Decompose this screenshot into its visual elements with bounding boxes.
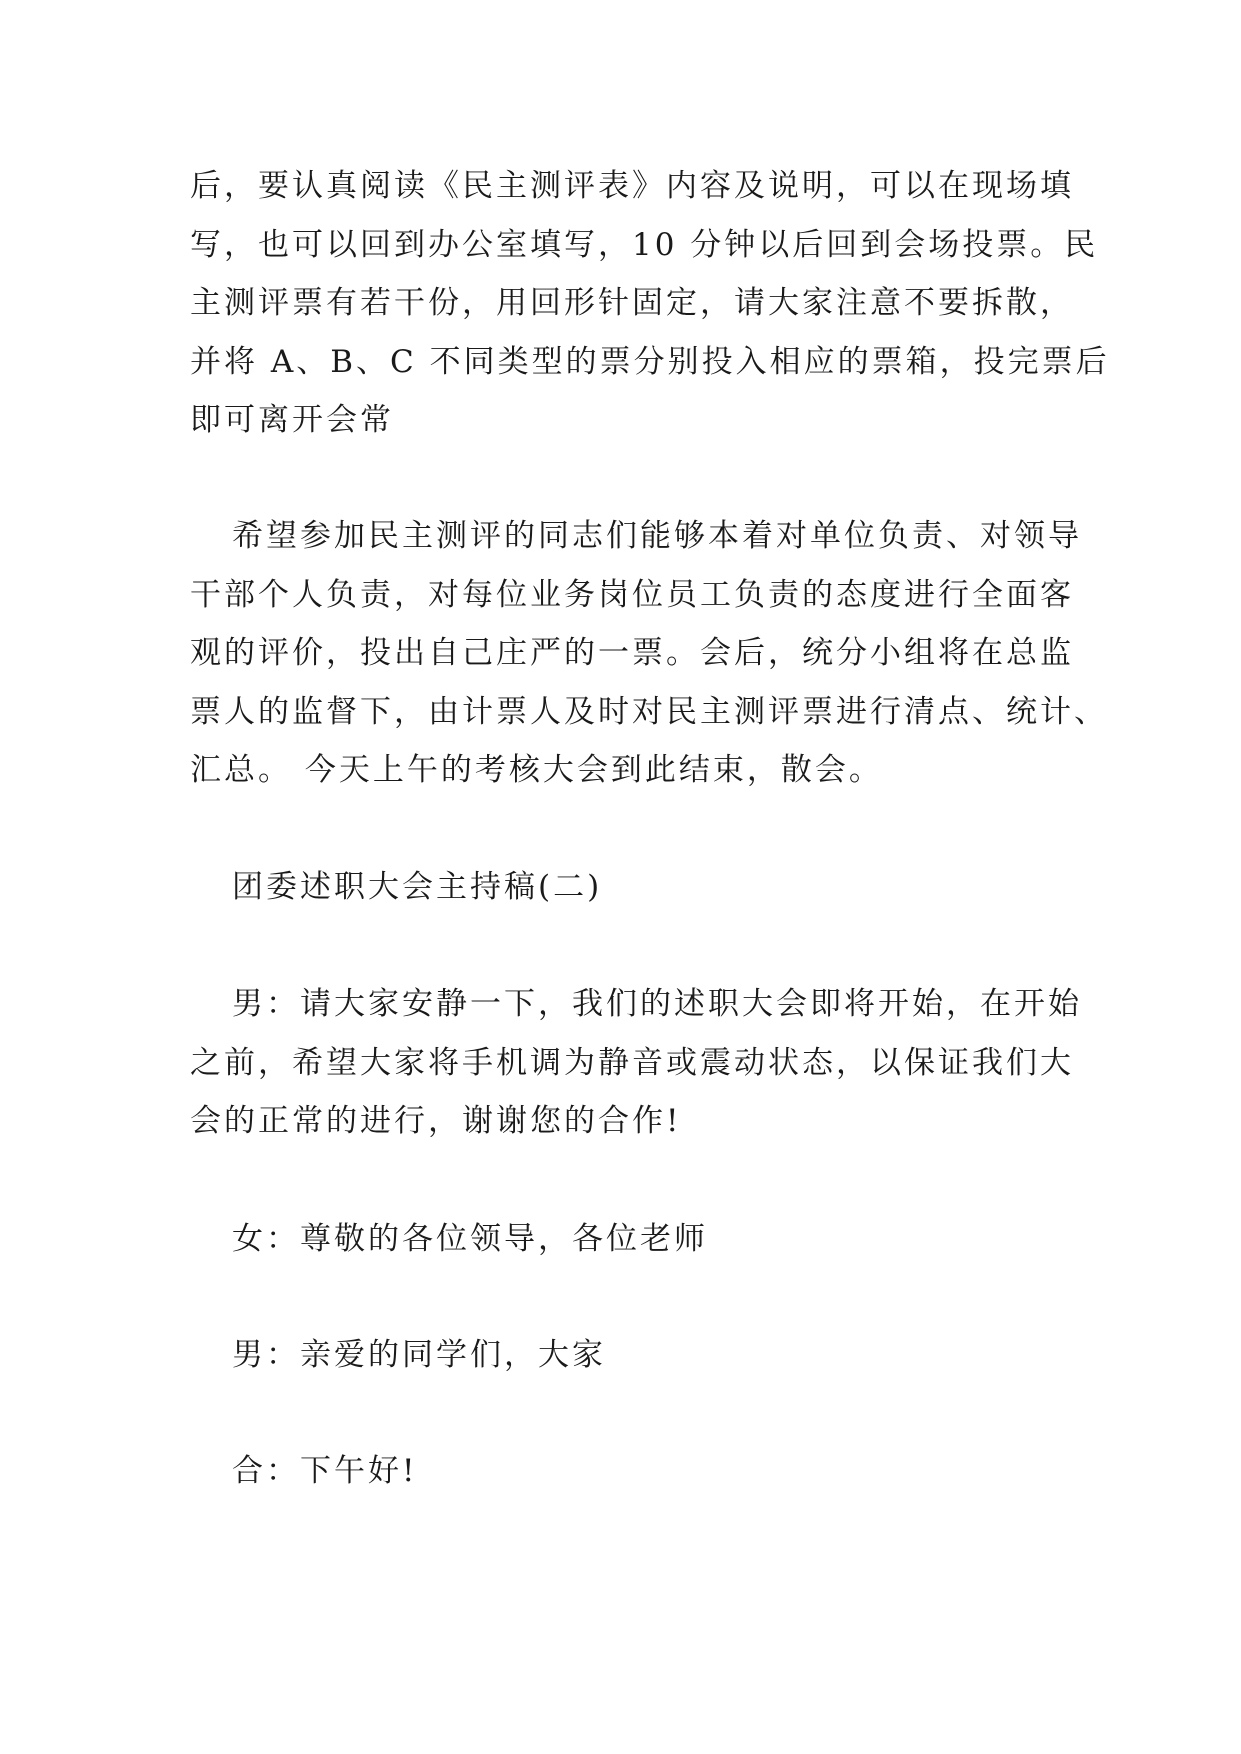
paragraph-voting-instructions	[190, 157, 1110, 450]
text-line: 票人的监督下，由计票人及时对民主测评票进行清点、统计、	[190, 693, 1108, 730]
text-line: 男：请大家安静一下，我们的述职大会即将开始，在开始	[232, 986, 1082, 1022]
section-title: 团委述职大会主持稿(二)	[232, 869, 603, 905]
text-line: 之前，希望大家将手机调为静音或震动状态，以保证我们大	[190, 1044, 1074, 1081]
text-line: 希望参加民主测评的同志们能够本着对单位负责、对领导	[232, 518, 1082, 554]
paragraph-together-greeting	[190, 1442, 1070, 1501]
paragraph-male-greeting	[190, 1326, 1070, 1385]
text-line: 观的评价，投出自己庄严的一票。会后，统分小组将在总监	[190, 635, 1074, 671]
paragraph-closing-remarks	[190, 507, 1108, 800]
text-line: 并将 A、B、C 不同类型的票分别投入相应的票箱，投完票后	[190, 343, 1110, 380]
paragraph-male-opening	[190, 975, 1082, 1151]
text-line: 合：下午好!	[232, 1453, 418, 1489]
text-line: 主测评票有若干份，用回形针固定，请大家注意不要拆散，	[190, 285, 1074, 321]
text-line: 男：亲爱的同学们，大家	[232, 1337, 606, 1373]
text-line: 干部个人负责，对每位业务岗位员工负责的态度进行全面客	[190, 576, 1074, 613]
text-line: 写，也可以回到办公室填写，10 分钟以后回到会场投票。民	[190, 226, 1099, 263]
text-line: 会的正常的进行，谢谢您的合作!	[190, 1103, 682, 1139]
text-line: 即可离开会常	[190, 402, 394, 438]
text-line: 汇总。 今天上午的考核大会到此结束，散会。	[190, 752, 883, 788]
section-heading	[190, 858, 1070, 917]
paragraph-female-greeting	[190, 1210, 1070, 1269]
text-line: 女：尊敬的各位领导，各位老师	[232, 1221, 708, 1257]
text-line: 后，要认真阅读《民主测评表》内容及说明，可以在现场填	[190, 168, 1074, 204]
